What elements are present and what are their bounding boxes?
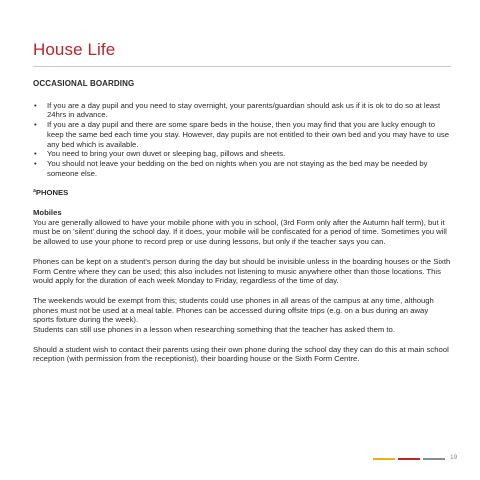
subheading-mobiles: Mobiles (33, 208, 62, 218)
footer-bar-gold (373, 458, 395, 460)
list-item: • If you are a day pupil and you need to stay overnight, your parents/guardian should ask us if it is ok to do so at least 24hrs in advance. (33, 101, 451, 120)
page-content (33, 79, 451, 364)
list-item: • You should not leave your bedding on the bed on nights when you are not staying as the bed may be needed by someone else. (33, 159, 451, 178)
page-number: 19 (450, 454, 458, 461)
list-item: • You need to bring your own duvet or sleeping bag, pillows and sheets. (33, 149, 451, 159)
section-heading-phones: ªPHONES (33, 188, 69, 198)
list-item: • If you are a day pupil and there are some spare beds in the house, then you may find that you are lucky enough to keep the same bed each time you stay. However, day pupils are not entitled to their own bed and you may have to use any bed which is available. (33, 120, 451, 149)
paragraph: The weekends would be exempt from this; students could use phones in all areas of the campus at any time, although phones must not be used at a meal table. Phones can be accessed during offsite trips (e.g. on a bus during an away sports fixture during the week). (33, 295, 434, 325)
boarding-bullet-list (33, 101, 451, 179)
paragraph: You are generally allowed to have your mobile phone with you in school, (3rd Form only after the Autumn half term), but it must be on 'silent' during the school day. If it does, your mobile will be confiscated for a period of time. Sometimes you will be allowed to use your phone to record prep or use during lessons, but only if the teacher says you can. (33, 217, 447, 247)
footer-bar-grey (423, 458, 445, 460)
page-title: House Life (33, 40, 116, 59)
document-page (33, 0, 451, 480)
footer-bar-red (398, 458, 420, 460)
paragraph: Phones can be kept on a student's person during the day but should be invisible unless in the boarding houses or the Sixth Form Centre where they can be used; this also includes not listening to music anywhere other than those locations. This would apply for the duration of each week Monday to Friday, regardless of the time of day. (33, 256, 451, 286)
paragraph: Students can still use phones in a lesson when researching something that the teacher has asked them to. (33, 325, 395, 335)
title-divider (33, 66, 451, 67)
section-heading-occasional-boarding: OCCASIONAL BOARDING (33, 79, 135, 88)
paragraph: Should a student wish to contact their parents using their own phone during the school day they can do this at main school reception (with permission from the receptionist), their boarding house or the Sixth Form Centre. (33, 344, 449, 364)
